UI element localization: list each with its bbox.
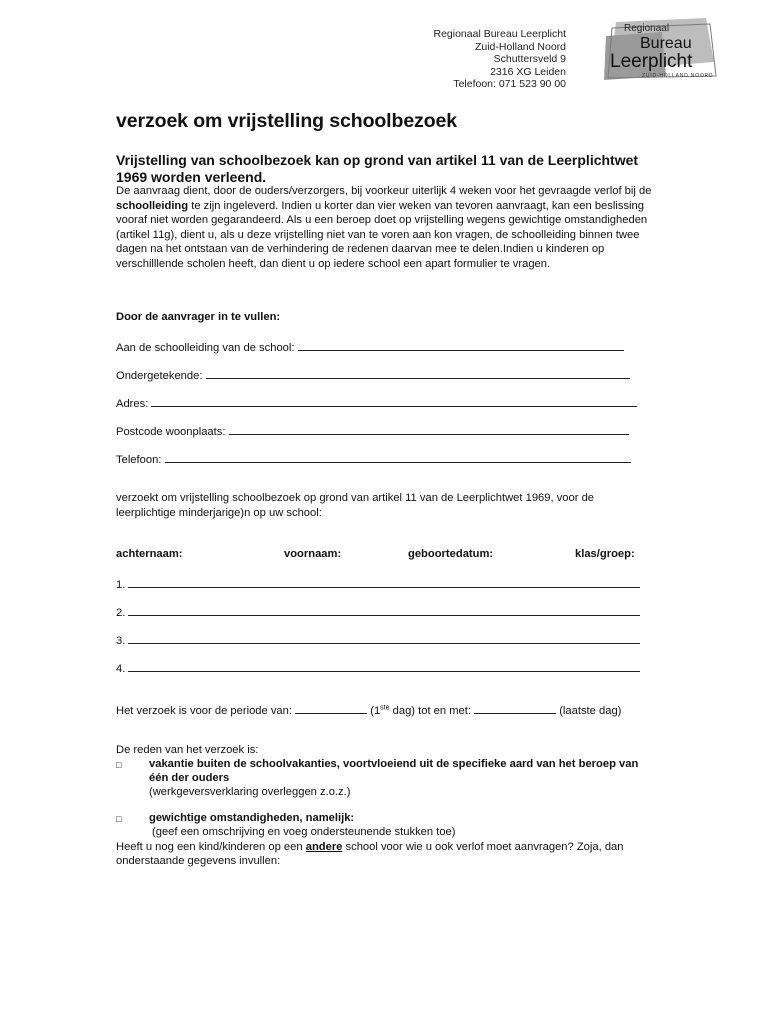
- row-number: 4.: [116, 663, 126, 675]
- period-label: Het verzoek is voor de periode van:: [116, 705, 292, 717]
- period-start-input[interactable]: [295, 703, 367, 714]
- field-input-line[interactable]: [298, 340, 624, 351]
- other-text: Heeft u nog een kind/kinderen op een: [116, 841, 306, 853]
- request-text: verzoekt om vrijstelling schoolbezoek op grond van artikel 11 van de Leerplichtwet 1969, voor de leerplichtige minderjarige)n op uw school:: [116, 492, 595, 519]
- field-label: Adres:: [116, 398, 149, 410]
- intro-paragraph: [116, 184, 652, 272]
- field-address: [116, 396, 637, 410]
- row-input-line[interactable]: [128, 605, 640, 616]
- row-input-line[interactable]: [128, 633, 640, 644]
- field-phone: [116, 452, 631, 466]
- row-number: 2.: [116, 607, 126, 619]
- intro-text: te zijn ingeleverd. Indien u korter dan vier weken van tevoren aanvraagt, kan een beslissing vooraf niet worden gegarandeerd. Als u een beroep doet op vrijstelling wegens gewichtige omstandigheden (artikel 11g), dient u, als u deze vrijstelling niet van te voren aan kon vragen, de schoolleiding binnen twee dagen na het ontstaan van de verhindering de redenen daarvan mee te delen.Indien u kinderen op verschilllende scholen heeft, dan dient u op iedere school een apart formulier te vragen.: [116, 199, 648, 270]
- document-title: verzoek om vrijstelling schoolbezoek: [116, 110, 458, 132]
- logo-graphic: [602, 18, 722, 82]
- address-line: Regionaal Bureau Leerplicht: [433, 28, 566, 40]
- organization-logo: [602, 18, 722, 82]
- organization-address: [433, 28, 566, 91]
- row-number: 1.: [116, 579, 126, 591]
- intro-text: De aanvraag dient, door de ouders/verzorgers, bij voorkeur uiterlijk 4 weken voor het gevraagde verlof bij de: [116, 185, 652, 197]
- child-row: [116, 633, 640, 647]
- svg-text:Bureau: Bureau: [640, 35, 692, 52]
- checkbox-icon[interactable]: □: [116, 760, 122, 770]
- field-label: Aan de schoolleiding van de school:: [116, 342, 295, 354]
- reason-circumstances: gewichtige omstandigheden, namelijk:: [149, 812, 355, 824]
- reason-label: De reden van het verzoek is:: [116, 744, 259, 756]
- field-label: Telefoon:: [116, 454, 162, 466]
- period-first-text: (1: [370, 705, 381, 717]
- row-input-line[interactable]: [128, 661, 640, 672]
- field-postcode: [116, 424, 629, 438]
- svg-text:Regionaal: Regionaal: [624, 23, 670, 34]
- form-section-title: Door de aanvrager in te vullen:: [116, 311, 281, 323]
- field-school: [116, 340, 624, 354]
- address-line: Telefoon: 071 523 90 00: [453, 78, 566, 90]
- child-row: [116, 605, 640, 619]
- reason-circumstances-note: (geef een omschrijving en voeg ondersteunende stukken toe): [152, 826, 456, 838]
- row-input-line[interactable]: [128, 577, 640, 588]
- period-line: [116, 703, 621, 717]
- column-header-class: klas/groep:: [575, 548, 635, 560]
- reason-vacation-note: (werkgeversverklaring overleggen z.o.z.): [149, 786, 351, 798]
- period-last-text: (laatste dag): [559, 705, 622, 717]
- svg-text:ZUID-HOLLAND NOORD: ZUID-HOLLAND NOORD: [642, 73, 714, 79]
- field-undersigned: [116, 368, 630, 382]
- field-label: Postcode woonplaats:: [116, 426, 226, 438]
- field-input-line[interactable]: [229, 424, 629, 435]
- field-input-line[interactable]: [165, 452, 631, 463]
- field-label: Ondergetekende:: [116, 370, 203, 382]
- period-end-input[interactable]: [474, 703, 556, 714]
- field-input-line[interactable]: [206, 368, 630, 379]
- other-bold-text: andere: [305, 841, 343, 853]
- row-number: 3.: [116, 635, 126, 647]
- period-first-text-post: dag) tot en met:: [389, 705, 471, 717]
- other-school-question: [116, 840, 652, 868]
- address-line: 2316 XG Leiden: [490, 65, 566, 78]
- column-header-birthdate: geboortedatum:: [408, 548, 494, 560]
- period-first-sup: ste: [380, 704, 390, 712]
- address-line: Zuid-Holland Noord: [474, 40, 566, 53]
- address-line: Schuttersveld 9: [493, 53, 566, 65]
- other-text: school voor wie u ook verlof moet aanvragen? Zoja, dan onderstaande gegevens invullen:: [116, 841, 624, 867]
- checkbox-icon[interactable]: □: [116, 814, 122, 824]
- svg-text:Leerplicht: Leerplicht: [610, 51, 693, 72]
- column-header-firstname: voornaam:: [284, 548, 342, 560]
- child-row: [116, 577, 640, 591]
- child-row: [116, 661, 640, 675]
- field-input-line[interactable]: [151, 396, 637, 407]
- column-header-lastname: achternaam:: [116, 548, 183, 560]
- intro-bold-text: schoolleiding: [116, 199, 189, 212]
- document-subtitle: Vrijstelling van schoolbezoek kan op grond van artikel 11 van de Leerplichtwet 1969 worden verleend.: [116, 152, 639, 185]
- reason-vacation: vakantie buiten de schoolvakanties, voortvloeiend uit de specifieke aard van het beroep van één der ouders: [149, 758, 639, 784]
